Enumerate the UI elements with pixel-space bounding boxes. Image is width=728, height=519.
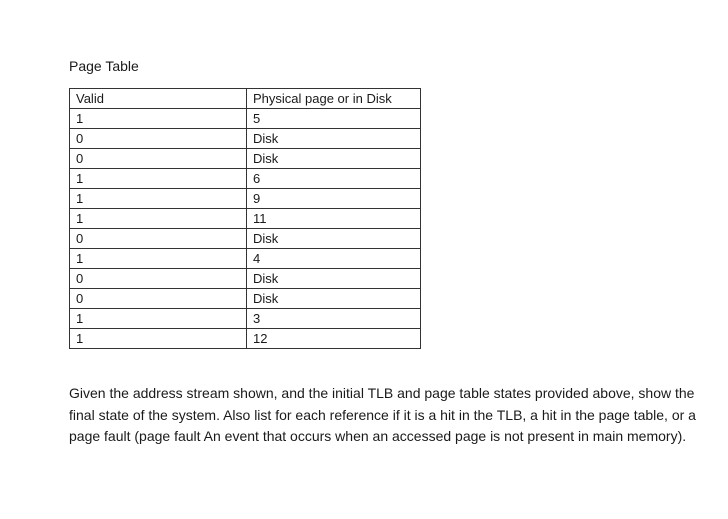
valid-cell: 0 xyxy=(70,289,247,309)
physical-page-cell: Disk xyxy=(247,129,421,149)
physical-page-cell: 5 xyxy=(247,109,421,129)
valid-cell: 1 xyxy=(70,209,247,229)
column-header-valid: Valid xyxy=(70,89,247,109)
physical-page-cell: 3 xyxy=(247,309,421,329)
valid-cell: 1 xyxy=(70,109,247,129)
table-row xyxy=(70,129,421,149)
valid-cell: 1 xyxy=(70,329,247,349)
physical-page-cell: 4 xyxy=(247,249,421,269)
physical-page-cell: Disk xyxy=(247,149,421,169)
valid-cell: 1 xyxy=(70,169,247,189)
physical-page-cell: Disk xyxy=(247,289,421,309)
table-row xyxy=(70,269,421,289)
valid-cell: 1 xyxy=(70,309,247,329)
physical-page-cell: 11 xyxy=(247,209,421,229)
page-table xyxy=(69,88,421,349)
physical-page-cell: 9 xyxy=(247,189,421,209)
table-row xyxy=(70,109,421,129)
column-header-physical-page: Physical page or in Disk xyxy=(247,89,421,109)
valid-cell: 1 xyxy=(70,249,247,269)
valid-cell: 0 xyxy=(70,149,247,169)
physical-page-cell: Disk xyxy=(247,269,421,289)
table-row xyxy=(70,249,421,269)
table-header-row xyxy=(70,89,421,109)
valid-cell: 1 xyxy=(70,189,247,209)
table-row xyxy=(70,309,421,329)
table-row xyxy=(70,329,421,349)
page-table-title: Page Table xyxy=(69,58,139,74)
table-row xyxy=(70,149,421,169)
valid-cell: 0 xyxy=(70,269,247,289)
table-row xyxy=(70,289,421,309)
table-row xyxy=(70,169,421,189)
table-row xyxy=(70,229,421,249)
physical-page-cell: 12 xyxy=(247,329,421,349)
physical-page-cell: Disk xyxy=(247,229,421,249)
table-row xyxy=(70,209,421,229)
question-paragraph: Given the address stream shown, and the initial TLB and page table states provided above, show the final state of the system. Also list for each reference if it is a hit in the TLB, a hit in the page table, or a page fault (page fault An event that occurs when an accessed page is not present in main memory). xyxy=(69,385,696,444)
valid-cell: 0 xyxy=(70,129,247,149)
valid-cell: 0 xyxy=(70,229,247,249)
table-row xyxy=(70,189,421,209)
physical-page-cell: 6 xyxy=(247,169,421,189)
